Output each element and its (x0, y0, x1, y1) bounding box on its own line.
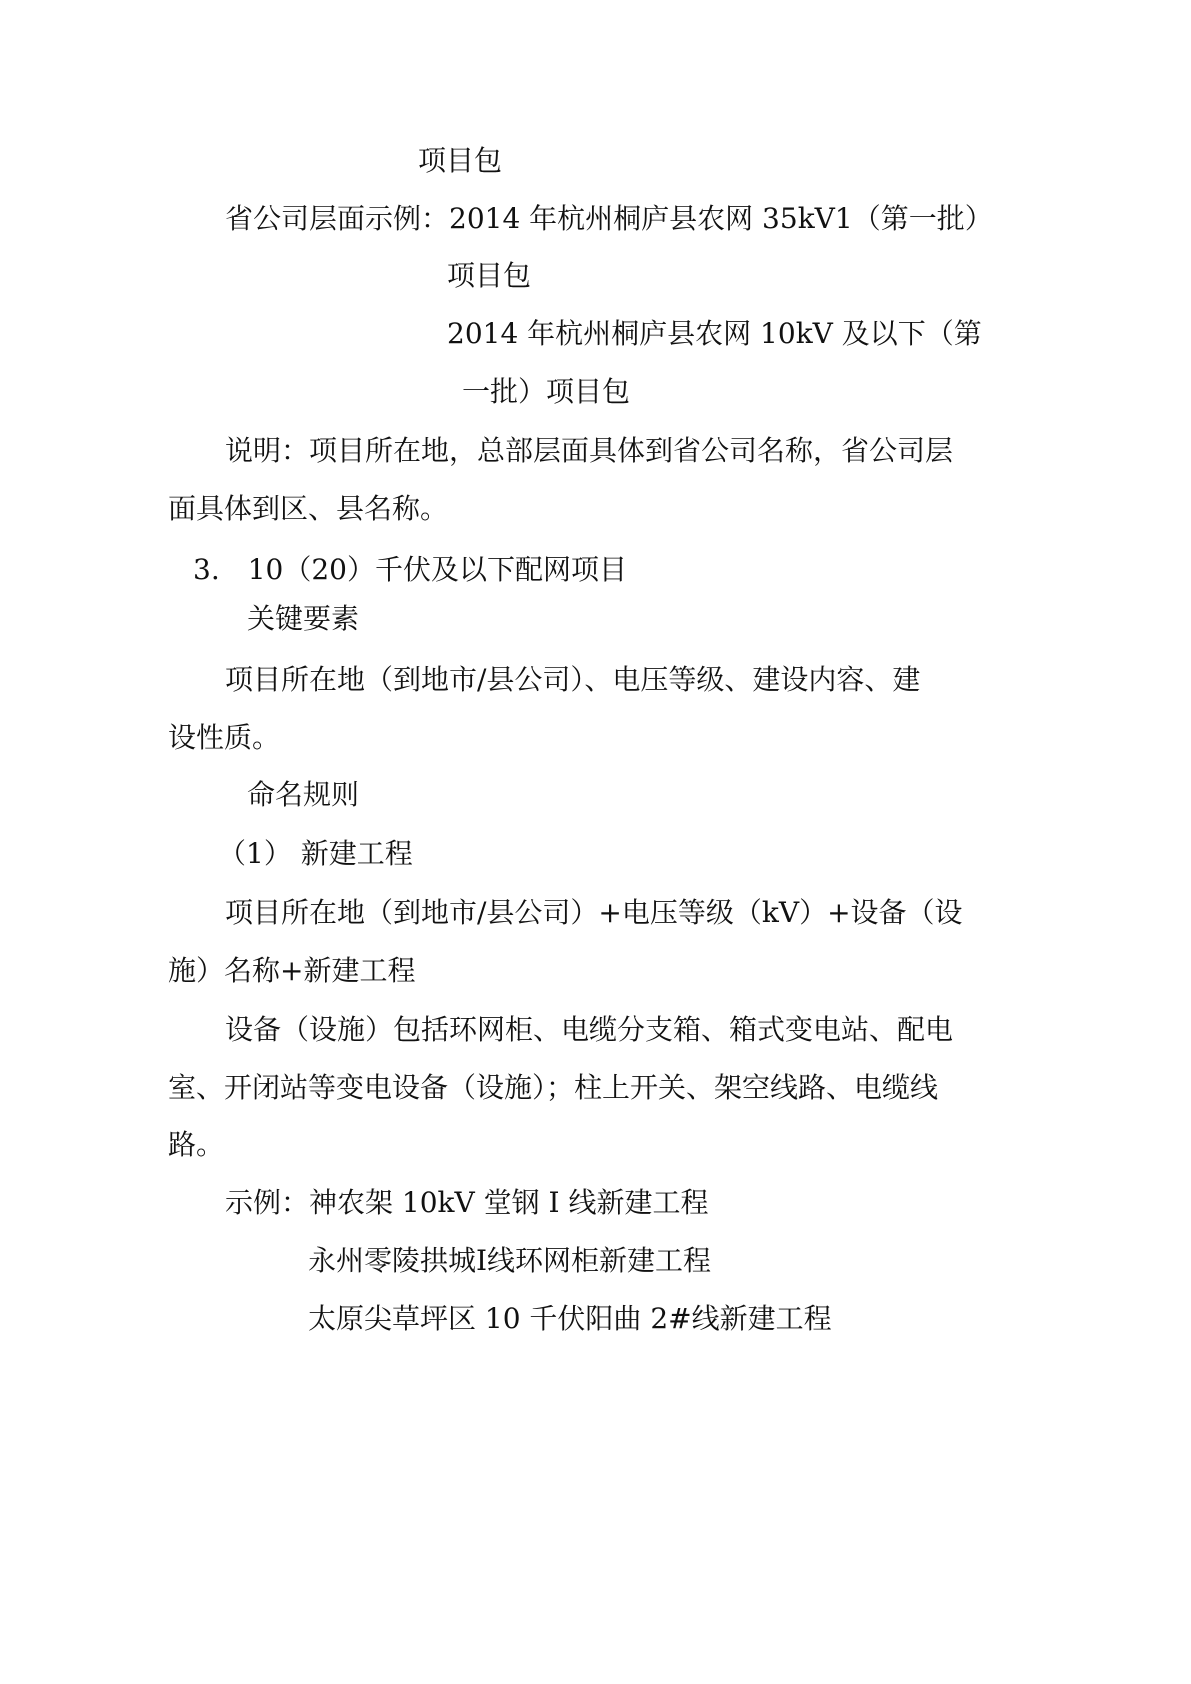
text-line: 项目包 (418, 144, 503, 177)
example-line: 示例：神农架 10kV 堂钢 I 线新建工程 (225, 1186, 709, 1219)
text-line: 设性质。 (168, 721, 281, 754)
subheading: 命名规则 (247, 778, 360, 811)
text-line: 2014 年杭州桐庐县农网 10kV 及以下（第 (447, 317, 982, 350)
text-line: 项目所在地（到地市/县公司）、电压等级、建设内容、建 (225, 663, 921, 696)
text-line: 一批）项目包 (462, 375, 631, 408)
text-line: 省公司层面示例：2014 年杭州桐庐县农网 35kV1（第一批） (225, 202, 993, 235)
text-line: 说明：项目所在地，总部层面具体到省公司名称，省公司层 (225, 434, 954, 467)
section-heading: 3. 10（20）千伏及以下配网项目 (193, 553, 627, 586)
subheading: 关键要素 (247, 602, 360, 635)
text-line: 路。 (168, 1128, 225, 1161)
text-line: 面具体到区、县名称。 (168, 492, 449, 525)
subheading: （1） 新建工程 (218, 837, 413, 870)
text-line: 室、开闭站等变电设备（设施）；柱上开关、架空线路、电缆线 (168, 1071, 939, 1104)
text-line: 项目包 (447, 259, 532, 292)
text-line: 项目所在地（到地市/县公司）+电压等级（kV）+设备（设 (225, 896, 963, 929)
example-line: 永州零陵拱城I线环网柜新建工程 (308, 1244, 712, 1277)
example-line: 太原尖草坪区 10 千伏阳曲 2#线新建工程 (308, 1302, 832, 1335)
text-line: 设备（设施）包括环网柜、电缆分支箱、箱式变电站、配电 (225, 1013, 954, 1046)
text-line: 施）名称+新建工程 (168, 954, 416, 987)
